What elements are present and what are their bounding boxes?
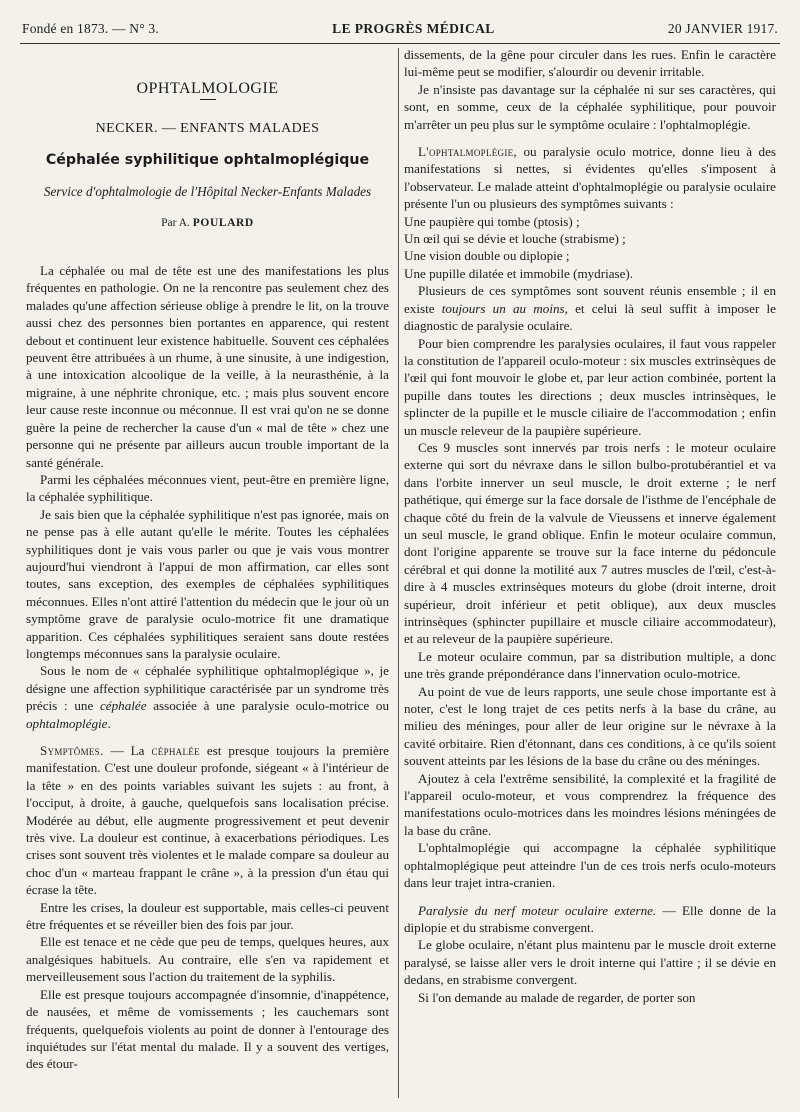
emphasis: Paralysie du nerf moteur oculaire externe.	[418, 902, 657, 918]
emphasis: toujours un au moins,	[441, 300, 568, 316]
paragraph-symptomes	[26, 742, 389, 899]
text-run: est presque toujours la première manifestation. C'est une douleur profonde, siégeant « à l'intérieur de la tête » en des points variables suivant les sujets : au front, à l'occiput, à droite, à gauche, quelquefois sans localisation précise. Modérée au début, elle augmente progressivement et peut devenir très vive. La douleur est continue, à exacerbations périodiques. Les crises sont souvent très violentes et le malade compare sa douleur au choc d'un « marteau frappant le crâne », à la pression d'un étau qui écrase la tête.	[26, 743, 389, 898]
paragraph-nom	[26, 662, 389, 732]
paragraph: Ajoutez à cela l'extrême sensibilité, la complexité et la fragilité de l'appareil oculo-moteur, et vous comprendrez la fréquence des manifestations oculo-motrices dans les moindres lésions méningées de la base du crâne.	[404, 770, 776, 838]
right-column	[404, 46, 776, 1102]
author-prefix: Par A.	[161, 216, 190, 229]
paragraph: Pour bien comprendre les paralysies oculaires, il faut vous rappeler la constitution de l'appareil oculo-moteur : six muscles extrinsèques de l'œil qui font mouvoir le globe et, par leur action combinée, portent la pupille dans toutes les directions ; deux muscles intrinsèques, le splincter de la pupille et le muscle ciliaire de l'accommodation ; enfin un muscle releveur de la paupière supérieure.	[404, 335, 776, 438]
paragraph: Je sais bien que la céphalée syphilitique n'est pas ignorée, mais on ne pense pas à elle autant qu'elle le mérite. Toutes les céphalées syphilitiques dont je vais vous parler ou que je vais vous montrer aujourd'hui viendront à l'appui de mon affirmation, car elles sont toutes, sans exception, des exemples de céphalées syphilitiques méconnues. Elles n'ont attiré l'attention du médecin que le jour où un symptôme grave de paralysie oculo-motrice fit une dramatique apparition. Ces céphalées syphilitiques seraient sans doute restées longtemps méconnues sans la paralysie oculaire.	[26, 506, 389, 661]
text-run: — La	[103, 743, 152, 758]
symptom-list-item: Un œil qui se dévie et louche (strabisme) ;	[404, 231, 626, 247]
symptom-list-item: Une paupière qui tombe (ptosis) ;	[404, 213, 580, 229]
text-run: — Elle donne de la diplopie et du strabisme convergent.	[404, 902, 776, 935]
paragraph: Elle est tenace et ne cède que peu de temps, quelques heures, aux analgésiques habituels. Au contraire, elle s'en va rapidement et merveilleusement sous l'action du traitement de la syphilis.	[26, 934, 389, 985]
text-run: .	[107, 715, 111, 731]
article-title: Céphalée syphilitique ophtalmoplégique	[45, 151, 370, 168]
run-in-heading: Symptômes.	[40, 743, 104, 758]
header-issue: Fondé en 1873. — N° 3.	[22, 21, 159, 36]
service-line: Service d'ophtalmologie de l'Hôpital Necker-Enfants Malades	[43, 184, 372, 200]
author-line	[26, 215, 389, 232]
paragraph: Au point de vue de leurs rapports, une seule chose importante est à noter, c'est le long trajet de ces petits nerfs à la base du crâne, au milieu des méninges, pour aller de leur origine sur le névraxe à la cavité orbitaire. Rien d'étonnant, dans ces conditions, à ce qu'ils soient souvent atteints par les lésions de la base du crâne ou des méninges.	[404, 683, 776, 769]
paragraph: La céphalée ou mal de tête est une des manifestations les plus fréquentes en pathologie. On ne la rencontre pas seulement chez des malades qu'une affection sérieuse oblige à prendre le lit, on la trouve aussi chez des personnes bien portantes en apparence, qui restent debout et continuent leur existence habituelle. Souvent ces céphalées peuvent être attribuées à un rhume, à une sinusite, à une indigestion, à une intoxication alcoolique de la veille, à la neurasthénie, à la migraine, à une néphrite chronique, etc. ; mais plus souvent encore leur cause reste inconnue ou méconnue. Il est vrai qu'on ne se donne guère la peine de rechercher la cause d'un « mal de tête » chez une personne qui ne présente par ailleurs aucun trouble important de la santé générale.	[26, 263, 389, 470]
symptom-list-item: Une pupille dilatée et immobile (mydriase).	[404, 265, 634, 281]
small-caps-term: céphalée	[151, 743, 200, 758]
paragraph: Entre les crises, la douleur est supportable, mais celles-ci peuvent être fréquentes et se réveiller bien des fois par jour.	[26, 899, 389, 933]
text-run: associée à une paralysie oculo-motrice ou	[146, 698, 389, 714]
hospital-heading: NECKER. — ENFANTS MALADES	[95, 121, 320, 137]
spacer	[404, 133, 776, 143]
text-run: Sous le nom de « céphalée syphilitique ophtalmoplégique », je désigne une affection syphilitique caractérisée par un syndrome très précis : une	[26, 663, 389, 714]
paragraph: Parmi les céphalées méconnues vient, peut-être en première ligne, la céphalée syphilitique.	[26, 471, 389, 505]
left-column	[26, 50, 389, 1106]
text-run: et celui là seul suffit à imposer le diagnostic de paralysie oculaire.	[404, 300, 776, 334]
paragraph: dissements, de la gêne pour circuler dans les rues. Enfin le caractère lui-même peut se modifier, s'alourdir ou devenir irritable.	[404, 47, 776, 80]
author-name: POULARD	[192, 216, 254, 229]
header-date: 20 JANVIER 1917.	[667, 21, 778, 36]
paragraph: Le globe oculaire, n'étant plus maintenu par le muscle droit externe paralysé, se laisse aller vers le droit interne qui l'attire ; il se dévie en dedans, en strabisme convergent.	[404, 937, 776, 988]
text-run: ou paralysie oculo motrice, donne lieu à des manifestations si nettes, si évidentes qu'elles s'imposent à l'observateur. Le malade atteint d'ophtalmoplégie ou paralysie oculaire présente l'un ou plusieurs des symptômes suivants :	[404, 144, 776, 212]
section-title: OPHTALMOLOGIE	[136, 80, 279, 97]
paragraph: Ces 9 muscles sont innervés par trois nerfs : le moteur oculaire externe qui sort du névraxe dans le sillon bulbo-protubérantiel et va dans l'orbite innerver un seul muscle, le droit externe ; le nerf pathétique, qui émerge sur la face dorsale de l'isthme de l'encéphale de chaque côté du frein de la valvule de Vieussens et innerve également un seul muscle, le grand oblique. Enfin le moteur oculaire commun, dont l'origine apparente se trouve sur la face interne du pédoncule cérébral et qui donne la motilité aux 7 autres muscles de l'œil, c'est-à-dire à 4 muscles extrinsèques moteurs du globe (droit interne, droit supérieur, droit inférieur et petit oblique), aux deux muscles intrinsèques (sphincter pupillaire et muscle ciliaire accommodateur), et au releveur de la paupière supérieure.	[404, 439, 776, 647]
paragraph-plusieurs	[404, 282, 776, 334]
page-header	[22, 18, 778, 40]
section-rule	[200, 99, 216, 100]
emphasis: ophtalmoplégie	[26, 715, 108, 731]
paragraph-ophtalmoplegie	[404, 143, 776, 213]
paragraph: Le moteur oculaire commun, par sa distribution multiple, a donc une très grande prépondérance dans l'innervation oculo-motrice.	[404, 648, 776, 682]
paragraph: Je n'insiste pas davantage sur la céphalée ni sur ses caractères, qui sont, en somme, ceux de la céphalée syphilitique, pour pouvoir m'arrêter un peu plus sur le symptôme oculaire : l'ophtalmoplégie.	[404, 81, 776, 132]
symptom-list-item: Une vision double ou diplopie ;	[404, 248, 570, 264]
paragraph: Si l'on demande au malade de regarder, de porter son	[418, 989, 696, 1005]
header-journal-title: LE PROGRÈS MÉDICAL	[332, 21, 495, 36]
emphasis: céphalée	[99, 698, 147, 714]
paragraph-paralysie	[404, 902, 776, 937]
header-rule	[20, 43, 780, 44]
run-in-heading: L'ophtalmoplégie,	[418, 144, 518, 160]
spacer	[26, 732, 389, 742]
paragraph: L'ophtalmoplégie qui accompagne la céphalée syphilitique ophtalmoplégique peut atteindre l'un de ces trois nerfs oculo-moteurs dans leur trajet intra-cranien.	[404, 840, 776, 891]
spacer	[404, 892, 776, 902]
text-run: Plusieurs de ces symptômes sont souvent réunis ensemble ; il en existe	[404, 283, 776, 316]
column-divider	[398, 48, 399, 1098]
paragraph: Elle est presque toujours accompagnée d'insomnie, d'inappétence, de nausées, et même de vomissements ; les cauchemars sont fréquents, quelquefois violents au point de donner à l'entourage des inquiétudes sur l'état mental du malade. Il y a souvent des vertiges, des étour-	[26, 986, 389, 1072]
